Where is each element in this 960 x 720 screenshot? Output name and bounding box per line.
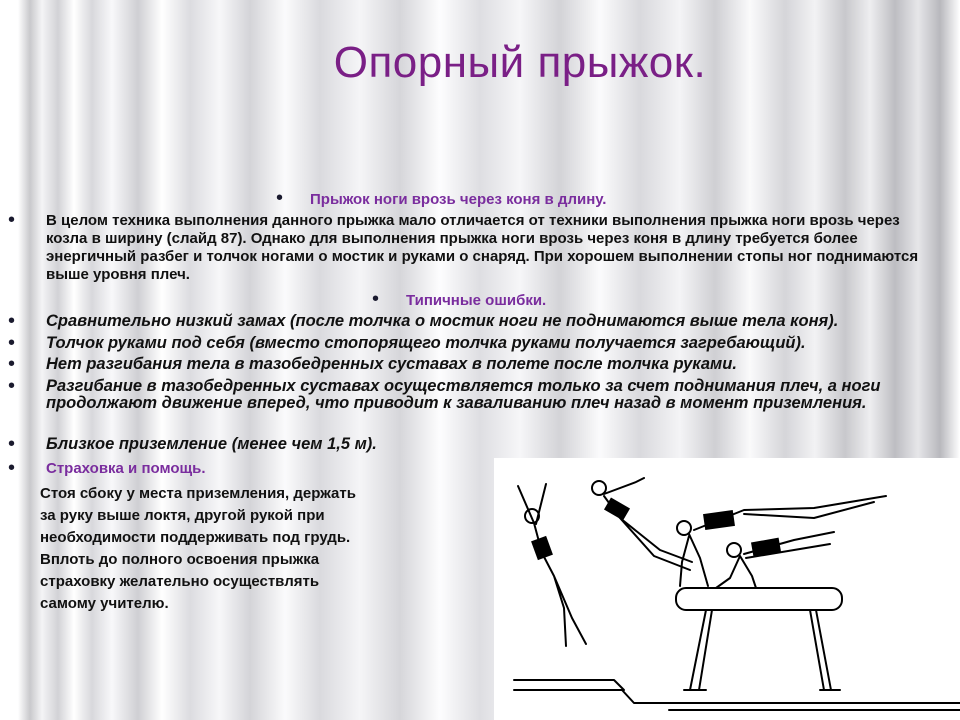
springboard bbox=[514, 680, 624, 690]
technique-paragraph: В целом техника выполнения данного прыжка мало отличается от техники выполнения прыжка ноги врозь через козла в ширину (слайд 87). Однако для выполнения прыжка ноги врозь через коня в длину требуется более энергичный разбег и толчок ногами о мостик и руками о снаряд. При хорошем выполнении стопы ног поднимаются выше уровня плеч. bbox=[46, 212, 919, 283]
help-line: Вплоть до полного освоения прыжка bbox=[40, 551, 320, 568]
gymnast-pushoff bbox=[716, 532, 834, 588]
bullet-icon: • bbox=[8, 310, 16, 332]
bullet-icon: • bbox=[8, 353, 16, 375]
bullet-icon: • bbox=[8, 375, 16, 397]
slide-title: Опорный прыжок. bbox=[333, 38, 707, 87]
bullet-icon: • bbox=[8, 332, 16, 354]
bullet-icon: • bbox=[8, 433, 16, 455]
error-item: Близкое приземление (менее чем 1,5 м). bbox=[46, 435, 377, 453]
horse-leg-left bbox=[690, 610, 712, 690]
gymnast-takeoff bbox=[518, 484, 586, 646]
error-item: Нет разгибания тела в тазобедренных суставах в полете после толчка руками. bbox=[46, 355, 737, 373]
section-heading-errors: Типичные ошибки. bbox=[406, 292, 547, 309]
error-item: Разгибание в тазобедренных суставах осуществляется только за счет поднимания плеч, а ноги продолжают движение вперед, что приводит к заваливанию плеч назад в момент приземления. bbox=[46, 377, 881, 412]
gymnast-flight bbox=[592, 478, 692, 570]
help-line: самому учителю. bbox=[40, 595, 169, 612]
section-heading-vault: Прыжок ноги врозь через коня в длину. bbox=[310, 191, 607, 208]
vault-drawing bbox=[494, 458, 960, 720]
bullet-icon: • bbox=[276, 187, 284, 209]
bullet-icon: • bbox=[8, 457, 16, 479]
vault-horse-body bbox=[676, 588, 842, 610]
help-line: за руку выше локтя, другой рукой при bbox=[40, 507, 325, 524]
help-line: страховку желательно осуществлять bbox=[40, 573, 320, 590]
error-item: Сравнительно низкий замах (после толчка о мостик ноги не поднимаются выше тела коня). bbox=[46, 312, 839, 330]
floor-line bbox=[514, 690, 960, 703]
vault-illustration bbox=[494, 458, 960, 720]
gymnast-support bbox=[677, 496, 886, 586]
bullet-icon: • bbox=[8, 209, 16, 231]
horse-leg-right bbox=[810, 610, 831, 690]
help-line: необходимости поддерживать под грудь. bbox=[40, 529, 351, 546]
section-heading-help: Страховка и помощь. bbox=[46, 460, 206, 477]
bullet-icon: • bbox=[372, 288, 380, 310]
help-line: Стоя сбоку у места приземления, держать bbox=[40, 485, 356, 502]
error-item: Толчок руками под себя (вместо стопорящего толчка руками получается загребающий). bbox=[46, 334, 806, 352]
